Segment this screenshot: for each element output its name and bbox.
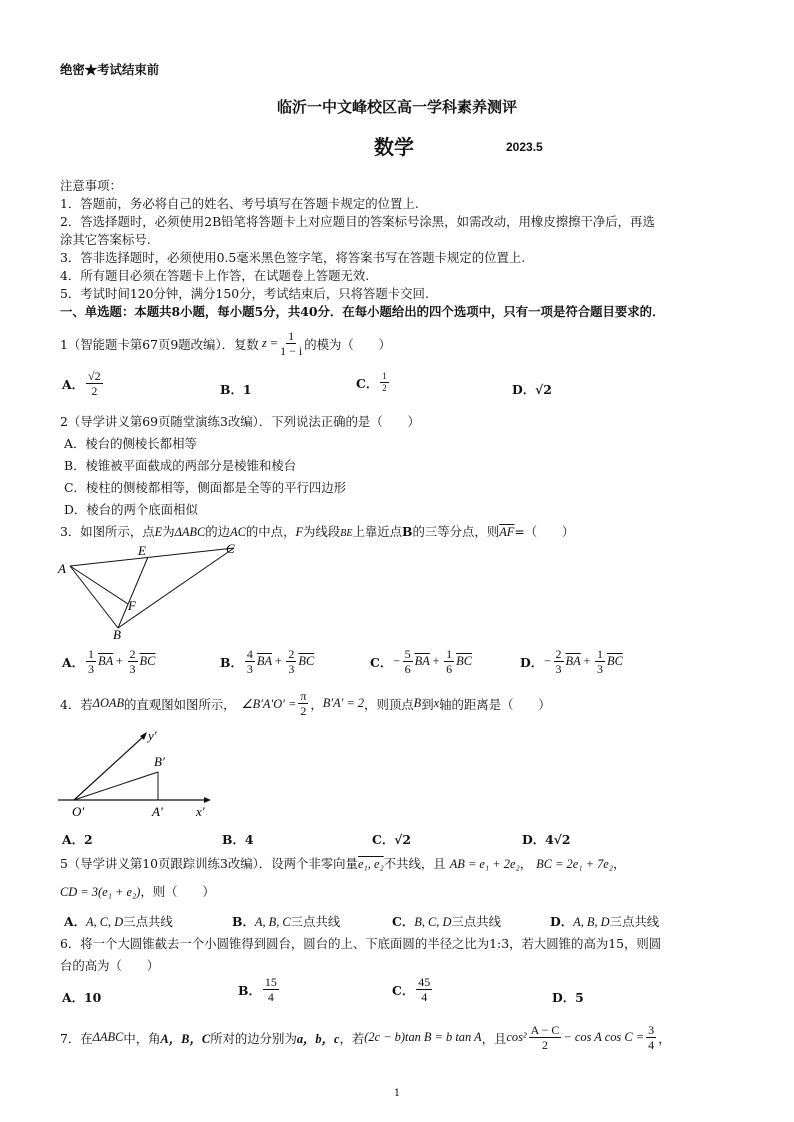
side-ac (70, 548, 234, 566)
q4-option-a[interactable]: A．2 (62, 832, 93, 847)
section-1-heading: 一、单选题：本题共8小题，每小题5分，共40分．在每小题给出的四个选项中，只有一项是符合题目要求的． (60, 304, 665, 319)
q6-option-a[interactable]: A．10 (62, 990, 102, 1005)
q6-option-b[interactable]: B． $\frac{15}{4}$ (238, 975, 277, 1004)
question-5-cont: CD = 3(e₁ + e₂)，则（ ） (60, 884, 215, 899)
y-axis (74, 736, 144, 800)
label-e: E (138, 543, 146, 558)
q1-stem-b: 的模为（ ） (304, 336, 391, 352)
question-2: 2（导学讲义第69页随堂演练3改编）．下列说法正确的是（ ） (60, 414, 420, 429)
side-ab (70, 566, 118, 628)
q2-option-c[interactable]: C．棱柱的侧棱都相等，侧面都是全等的平行四边形 (64, 480, 347, 495)
triangle-figure (56, 540, 246, 642)
question-6-cont: 台的高为（ ） (60, 958, 160, 973)
x-axis-arrow (204, 797, 211, 803)
question-7: 7．在 ΔABC 中，角 A，B，C 所对的边分别为 a，b，c ，若 (2c − b)tan B = b tan A ，且 cos² $\frac{A - C}{2}$ − cos A cos C = $\frac{3}{4}$ ， (60, 1023, 671, 1052)
q3-option-c[interactable]: C． − $\frac{5}{6}$ $\overline{BA}$ + $\frac{1}{6}$ $\overline{BC}$ (370, 647, 472, 676)
q3-option-d[interactable]: D． − $\frac{2}{3}$ $\overline{BA}$ + $\frac{1}{3}$ $\overline{BC}$ (520, 647, 623, 676)
q1-option-d[interactable]: D．√2 (512, 382, 552, 397)
q3-option-b[interactable]: B． $\frac{4}{3}$ $\overline{BA}$ + $\frac{2}{3}$ $\overline{BC}$ (220, 647, 315, 676)
label-c: C (226, 541, 235, 556)
q2-option-a[interactable]: A．棱台的侧棱长都相等 (64, 436, 197, 451)
q2-option-d[interactable]: D．棱台的两个底面相似 (64, 502, 198, 517)
q6-option-c[interactable]: C． $\frac{45}{4}$ (392, 975, 431, 1004)
label-b: B (113, 627, 121, 642)
question-1 (60, 330, 391, 357)
q6-option-d[interactable]: D．5 (552, 990, 584, 1005)
note-4: 4．所有题目必须在答题卡上作答，在试题卷上答题无效. (60, 268, 370, 283)
question-4: 4．若 ΔOAB 的直观图如图所示， ∠B′A′O′ = $\frac{\pi}{2}$ ， B′A′ = 2 ，则顶点 B 到 x 轴的距离是（ ） (60, 689, 551, 718)
exam-date: 2023.5 (506, 140, 543, 154)
oblique-figure (56, 724, 216, 820)
exam-title: 临沂一中文峰校区高一学科素养测评 (276, 98, 517, 116)
q1-option-c[interactable]: C． $\frac{1}{2}$ (356, 371, 387, 393)
segment-af (70, 566, 128, 604)
q4-option-c[interactable]: C．√2 (372, 832, 412, 847)
question-3: 3．如图所示，点E为ΔABC的边AC的中点，F为线段BE上靠近点B的三等分点，则$\overline{AF}=$（ ） (60, 524, 575, 539)
q2-option-b[interactable]: B．棱锥被平面截成的两部分是棱锥和棱台 (64, 458, 297, 473)
question-6: 6．将一个大圆锥截去一个小圆锥得到圆台，圆台的上、下底面圆的半径之比为1:3，若大圆锥的高为15，则圆 (60, 936, 662, 951)
note-5: 5．考试时间120分钟，满分150分，考试结束后，只将答题卡交回. (60, 286, 429, 301)
secret-label: 绝密★考试结束前 (60, 62, 160, 77)
subject-title: 数学 (374, 135, 414, 159)
q1-z: z = (261, 336, 279, 350)
segment-ob (74, 772, 158, 800)
q1-option-a[interactable]: A． $\frac{√2}{2}$ (62, 369, 101, 398)
q1-stem-a: 1（智能题卡第67页9题改编）．复数 (60, 336, 259, 352)
q3-option-a[interactable]: A． $\frac{1}{3}$ $\overline{BA}$ + $\frac{2}{3}$ $\overline{BC}$ (62, 647, 156, 676)
note-3: 3．答非选择题时，必须使用0.5毫米黑色签字笔，将答案书写在答题卡规定的位置上. (60, 250, 526, 265)
label-f: F (128, 598, 136, 613)
q5-option-a[interactable]: A．A, C, D三点共线 (64, 914, 173, 929)
label-a: A (58, 561, 66, 576)
label-b-prime: B′ (154, 754, 165, 769)
q5-option-c[interactable]: C．B, C, D三点共线 (392, 914, 502, 929)
q1-option-b[interactable]: B．1 (220, 382, 252, 397)
note-2-cont: 涂其它答案标号. (60, 232, 151, 247)
question-5: 5（导学讲义第10页跟踪训练3改编）．设两个非零向量e₁, e₂不共线，且 AB = e₁ + 2e₂， BC = 2e₁ + 7e₂， (60, 856, 626, 871)
q5-option-b[interactable]: B．A, B, C三点共线 (232, 914, 341, 929)
label-x: x′ (196, 804, 205, 819)
q4-option-d[interactable]: D．4√2 (522, 832, 571, 847)
q4-option-b[interactable]: B．4 (222, 832, 254, 847)
q1-fraction: $\frac{1}{1 - i}$ (280, 329, 303, 358)
label-y: y′ (148, 728, 157, 743)
note-1: 1．答题前，务必将自己的姓名、考号填写在答题卡规定的位置上. (60, 196, 419, 211)
page-number: 1 (393, 1088, 401, 1099)
note-2: 2．答选择题时，必须使用2B铅笔将答题卡上对应题目的答案标号涂黑，如需改动，用橡皮擦擦干净后，再选 (60, 214, 655, 229)
notes-heading: 注意事项： (60, 178, 122, 193)
label-o-prime: O′ (72, 804, 85, 819)
label-a-prime: A′ (152, 804, 163, 819)
q5-option-d[interactable]: D．A, B, D三点共线 (550, 914, 660, 929)
